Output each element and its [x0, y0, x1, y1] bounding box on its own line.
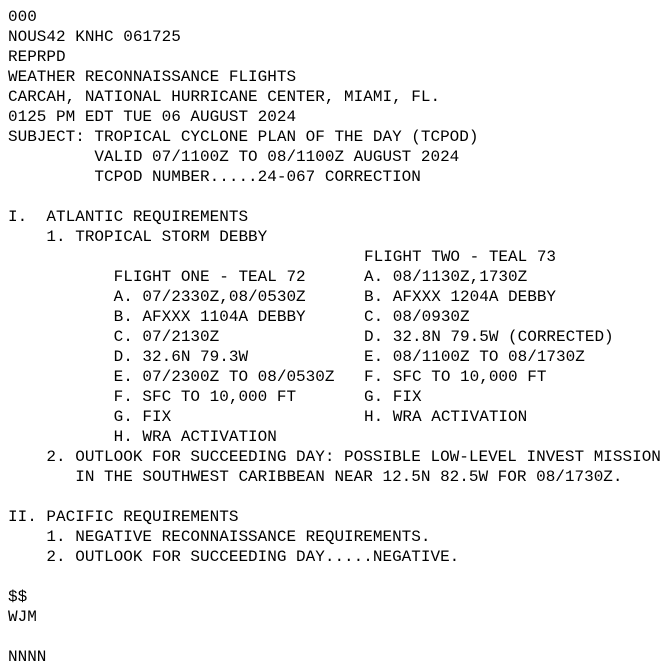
flight-one-g: G. FIX — [46, 408, 172, 426]
wmo-header: NOUS42 KNHC 061725 — [8, 28, 181, 46]
subject-line: SUBJECT: TROPICAL CYCLONE PLAN OF THE DAY (TCPOD) — [8, 128, 479, 146]
issue-time: 0125 PM EDT TUE 06 AUGUST 2024 — [8, 108, 297, 126]
atlantic-outlook-line1: 2. OUTLOOK FOR SUCCEEDING DAY: POSSIBLE LOW-LEVEL INVEST MISSION — [8, 448, 661, 466]
flight-one-h: H. WRA ACTIVATION — [46, 428, 277, 446]
flight-two-e: E. 08/1100Z TO 08/1730Z — [364, 348, 585, 366]
pacific-item-2: 2. OUTLOOK FOR SUCCEEDING DAY.....NEGATIVE. — [8, 548, 460, 566]
flight-one-a: A. 07/2330Z,08/0530Z — [46, 288, 306, 306]
flight-row-c — [8, 307, 470, 346]
storm-title: 1. TROPICAL STORM DEBBY — [8, 228, 268, 246]
flight-two-g: G. FIX — [364, 388, 422, 406]
flight-two-a: A. 08/1130Z,1730Z — [364, 268, 528, 286]
flight-row-h — [8, 407, 528, 446]
tcpod-number: TCPOD NUMBER.....24-067 CORRECTION — [8, 168, 421, 186]
pacific-item-1: 1. NEGATIVE RECONNAISSANCE REQUIREMENTS. — [8, 528, 431, 546]
product-code: 000 — [8, 8, 37, 26]
flight-two-b: B. AFXXX 1204A DEBBY — [364, 288, 557, 306]
pacific-heading: II. PACIFIC REQUIREMENTS — [8, 508, 239, 526]
terminator: NNNN — [8, 648, 47, 666]
issuing-office: CARCAH, NATIONAL HURRICANE CENTER, MIAMI, FL. — [8, 88, 441, 106]
atlantic-heading: I. ATLANTIC REQUIREMENTS — [8, 208, 249, 226]
flight-two-title: FLIGHT TWO - TEAL 73 — [364, 248, 557, 266]
flight-one-e: E. 07/2300Z TO 08/0530Z — [46, 368, 335, 386]
author-initials: WJM — [8, 608, 37, 626]
flight-two-d: D. 32.8N 79.5W (CORRECTED) — [364, 328, 614, 346]
valid-period: VALID 07/1100Z TO 08/1100Z AUGUST 2024 — [8, 148, 460, 166]
flight-one-b: B. AFXXX 1104A DEBBY — [46, 308, 306, 326]
flight-one-c: C. 07/2130Z — [46, 328, 220, 346]
flight-two-h: H. WRA ACTIVATION — [364, 408, 528, 426]
flight-one-title: FLIGHT ONE - TEAL 72 — [46, 268, 306, 286]
atlantic-outlook-line2: IN THE SOUTHWEST CARIBBEAN NEAR 12.5N 82.5W FOR 08/1730Z. — [8, 468, 623, 486]
flight-one-f: F. SFC TO 10,000 FT — [46, 388, 297, 406]
awips-id: REPRPD — [8, 48, 66, 66]
flight-one-d: D. 32.6N 79.3W — [46, 348, 249, 366]
end-marker: $$ — [8, 588, 28, 606]
product-title: WEATHER RECONNAISSANCE FLIGHTS — [8, 68, 297, 86]
flight-two-f: F. SFC TO 10,000 FT — [364, 368, 547, 386]
flight-two-c: C. 08/0930Z — [364, 308, 470, 326]
